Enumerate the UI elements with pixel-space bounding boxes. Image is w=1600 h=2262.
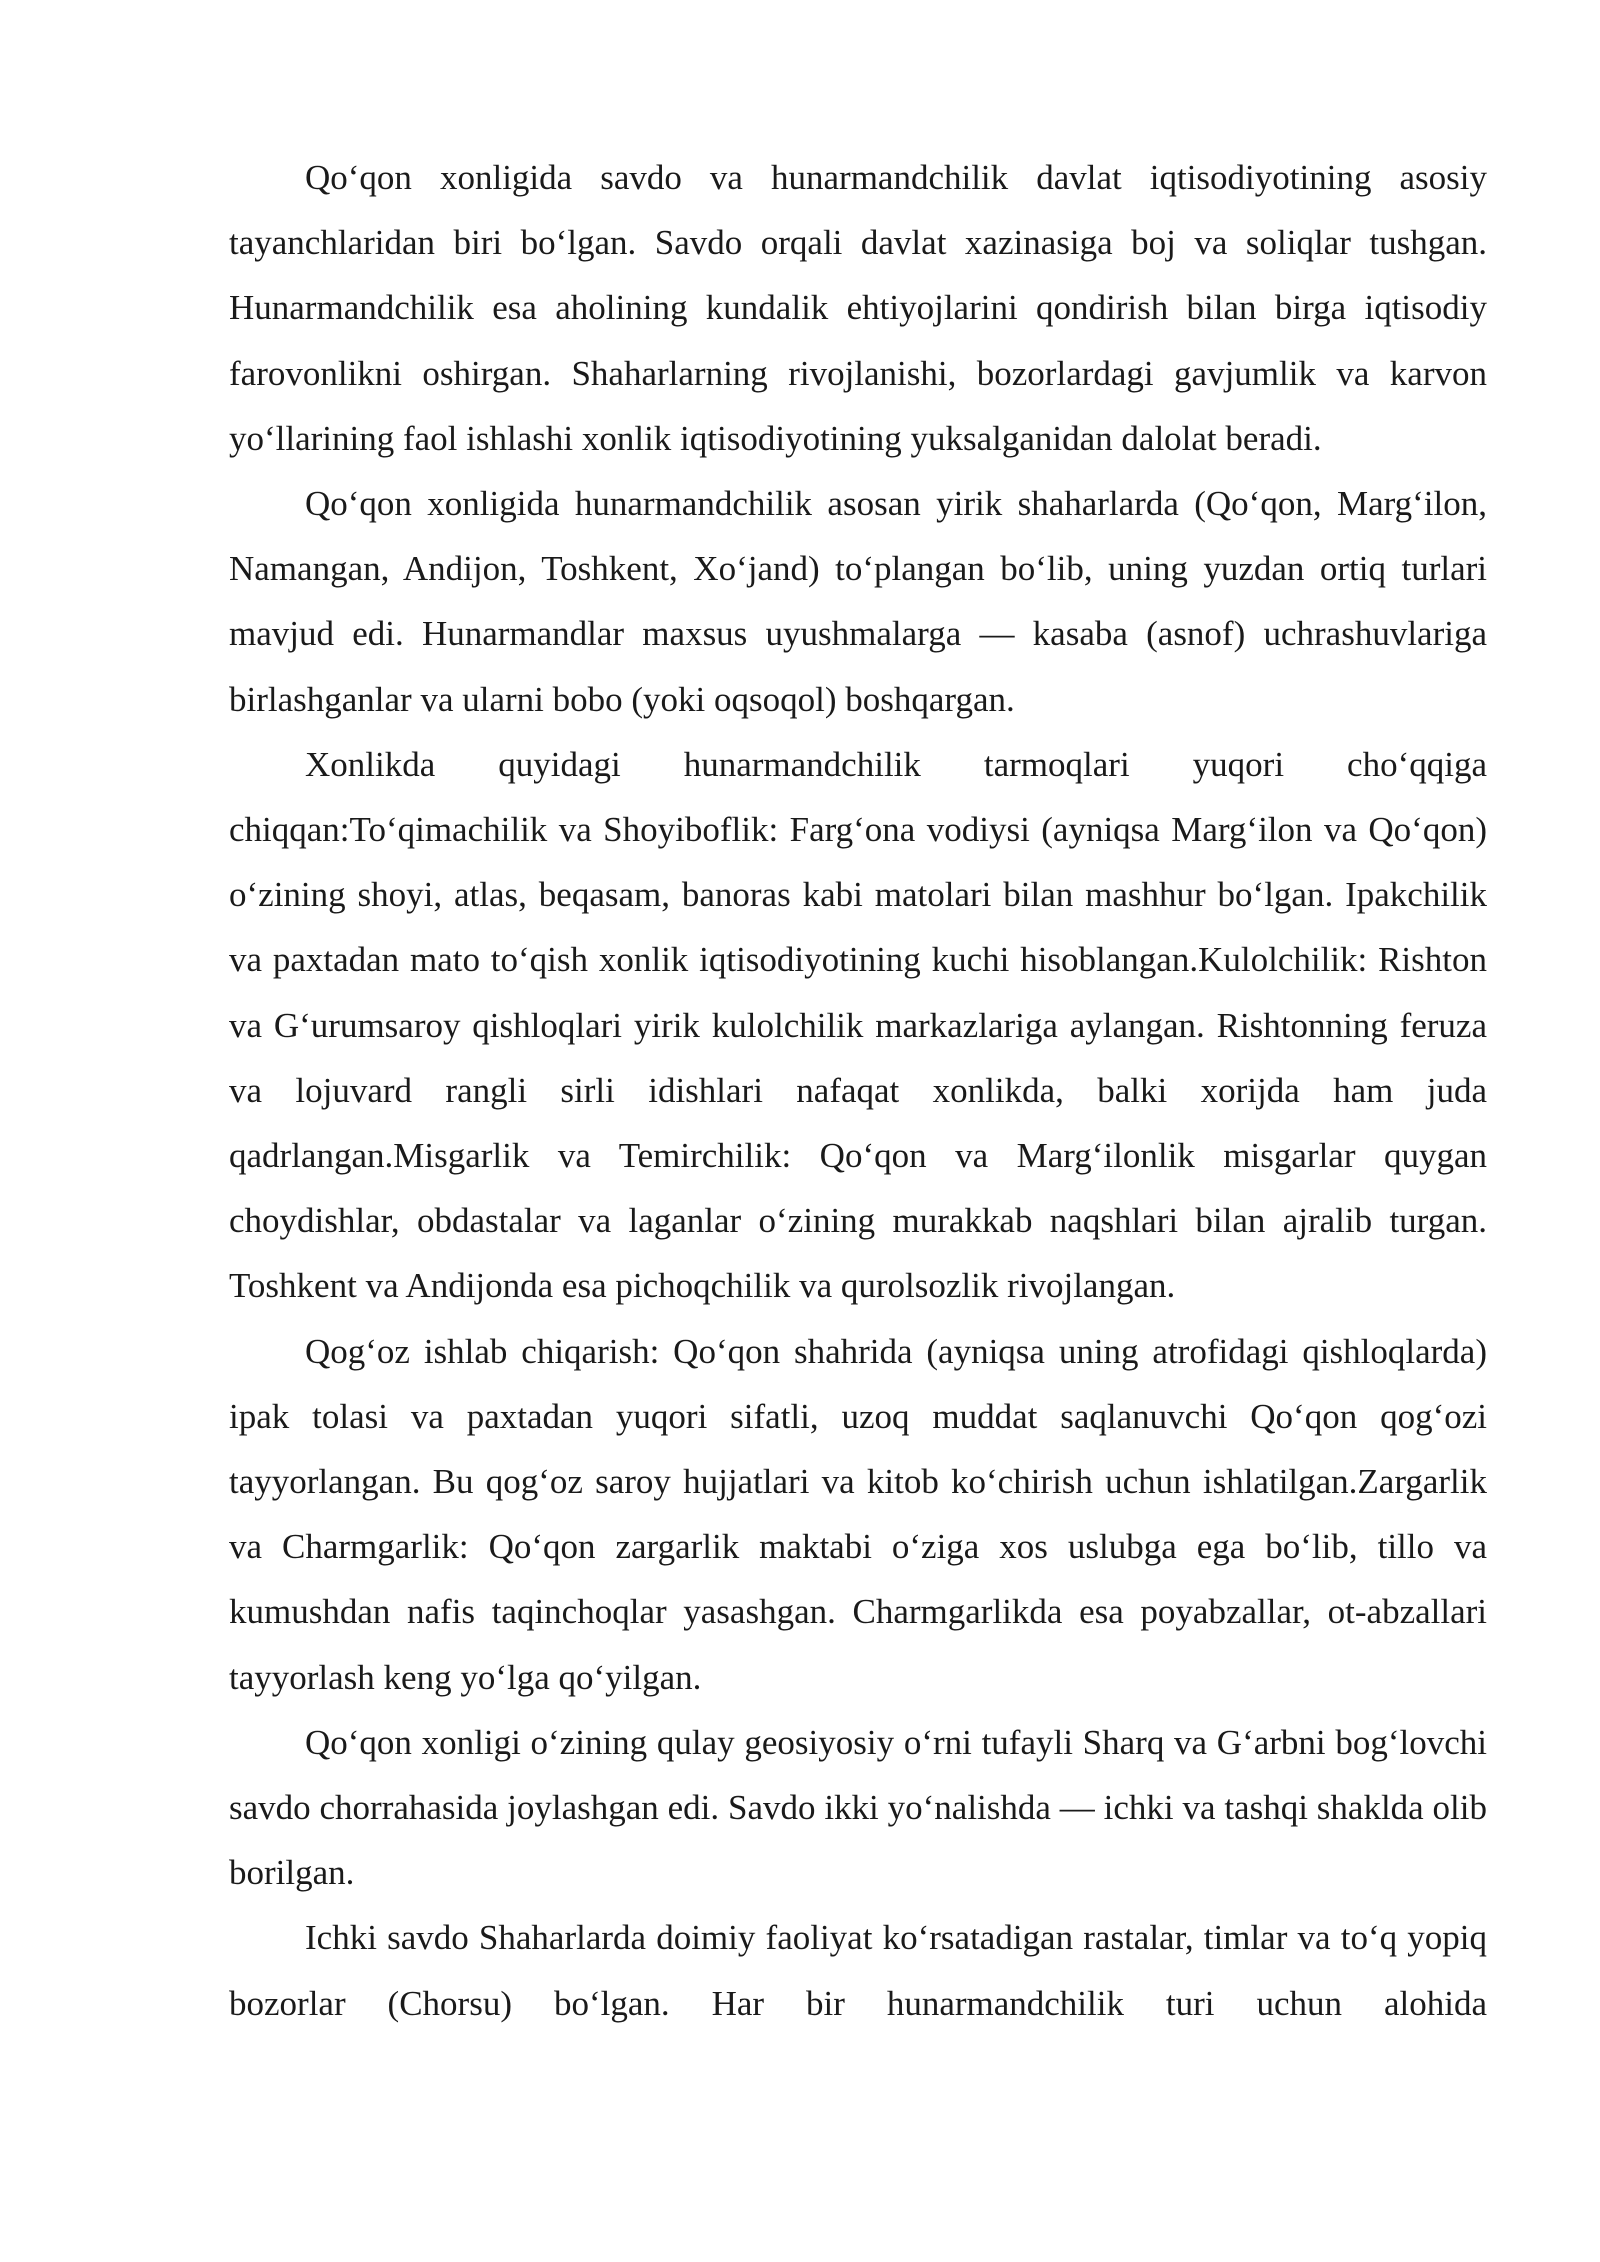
paragraph-paper-jewelry: Qog‘oz ishlab chiqarish: Qo‘qon shahrida (ayniqsa uning atrofidagi qishloqlarda) ipak tolasi va paxtadan yuqori sifatli, uzoq muddat saqlanuvchi Qo‘qon qog‘ozi tayyorlangan. Bu qog‘oz saroy hujjatlari va kitob ko‘chirish uchun ishlatilgan.Zargarlik va Charmgarlik: Qo‘qon zargarlik maktabi o‘ziga xos uslubga ega bo‘lib, tillo va kumushdan nafis taqinchoqlar yasashgan. Charmgarlikda esa poyabzallar, ot-abzallari tayyorlash keng yo‘lga qo‘yilgan.: [229, 1331, 1487, 1697]
paragraph-craft-branches: Xonlikda quyidagi hunarmandchilik tarmoqlari yuqori cho‘qqiga chiqqan:To‘qimachilik va Shoyiboflik: Farg‘ona vodiysi (ayniqsa Marg‘ilon va Qo‘qon) o‘zining shoyi, atlas, beqasam, banoras kabi matolari bilan mashhur bo‘lgan. Ipakchilik va paxtadan mato to‘qish xonlik iqtisodiyotining kuchi hisoblangan.Kulolchilik: Rishton va G‘urumsaroy qishloqlari yirik kulolchilik markazlariga aylangan. Rishtonning feruza va lojuvard rangli sirli idishlari nafaqat xonlikda, balki xorijda ham juda qadrlangan.Misgarlik va Temirchilik: Qo‘qon va Marg‘ilonlik misgarlar quygan choydishlar, obdastalar va laganlar o‘zining murakkab naqshlari bilan ajralib turgan. Toshkent va Andijonda esa pichoqchilik va qurolsozlik rivojlangan.: [229, 744, 1487, 1306]
paragraph-internal-trade: Ichki savdo Shaharlarda doimiy faoliyat ko‘rsatadigan rastalar, timlar va to‘q yopiq bozorlar (Chorsu) bo‘lgan. Har bir hunarmandchilik turi uchun alohida: [229, 1918, 1487, 2023]
paragraph-trade-crafts-intro: Qo‘qon xonligida savdo va hunarmandchilik davlat iqtisodiyotining asosiy tayanchlaridan biri bo‘lgan. Savdo orqali davlat xazinasiga boj va soliqlar tushgan. Hunarmandchilik esa aholining kundalik ehtiyojlarini qondirish bilan birga iqtisodiy farovonlikni oshirgan. Shaharlarning rivojlanishi, bozorlardagi gavjumlik va karvon yo‘llarining faol ishlashi xonlik iqtisodiyotining yuksalganidan dalolat beradi.: [229, 158, 1487, 458]
paragraph-geopolitical-trade: Qo‘qon xonligi o‘zining qulay geosiyosiy o‘rni tufayli Sharq va G‘arbni bog‘lovchi savdo chorrahasida joylashgan edi. Savdo ikki yo‘nalishda — ichki va tashqi shaklda olib borilgan.: [229, 1722, 1487, 1893]
paragraph-crafts-cities: Qo‘qon xonligida hunarmandchilik asosan yirik shaharlarda (Qo‘qon, Marg‘ilon, Namangan, Andijon, Toshkent, Xo‘jand) to‘plangan bo‘lib, uning yuzdan ortiq turlari mavjud edi. Hunarmandlar maxsus uyushmalarga — kasaba (asnof) uchrashuvlariga birlashganlar va ularni bobo (yoki oqsoqol) boshqargan.: [229, 484, 1487, 719]
document-body: [229, 145, 1487, 2036]
